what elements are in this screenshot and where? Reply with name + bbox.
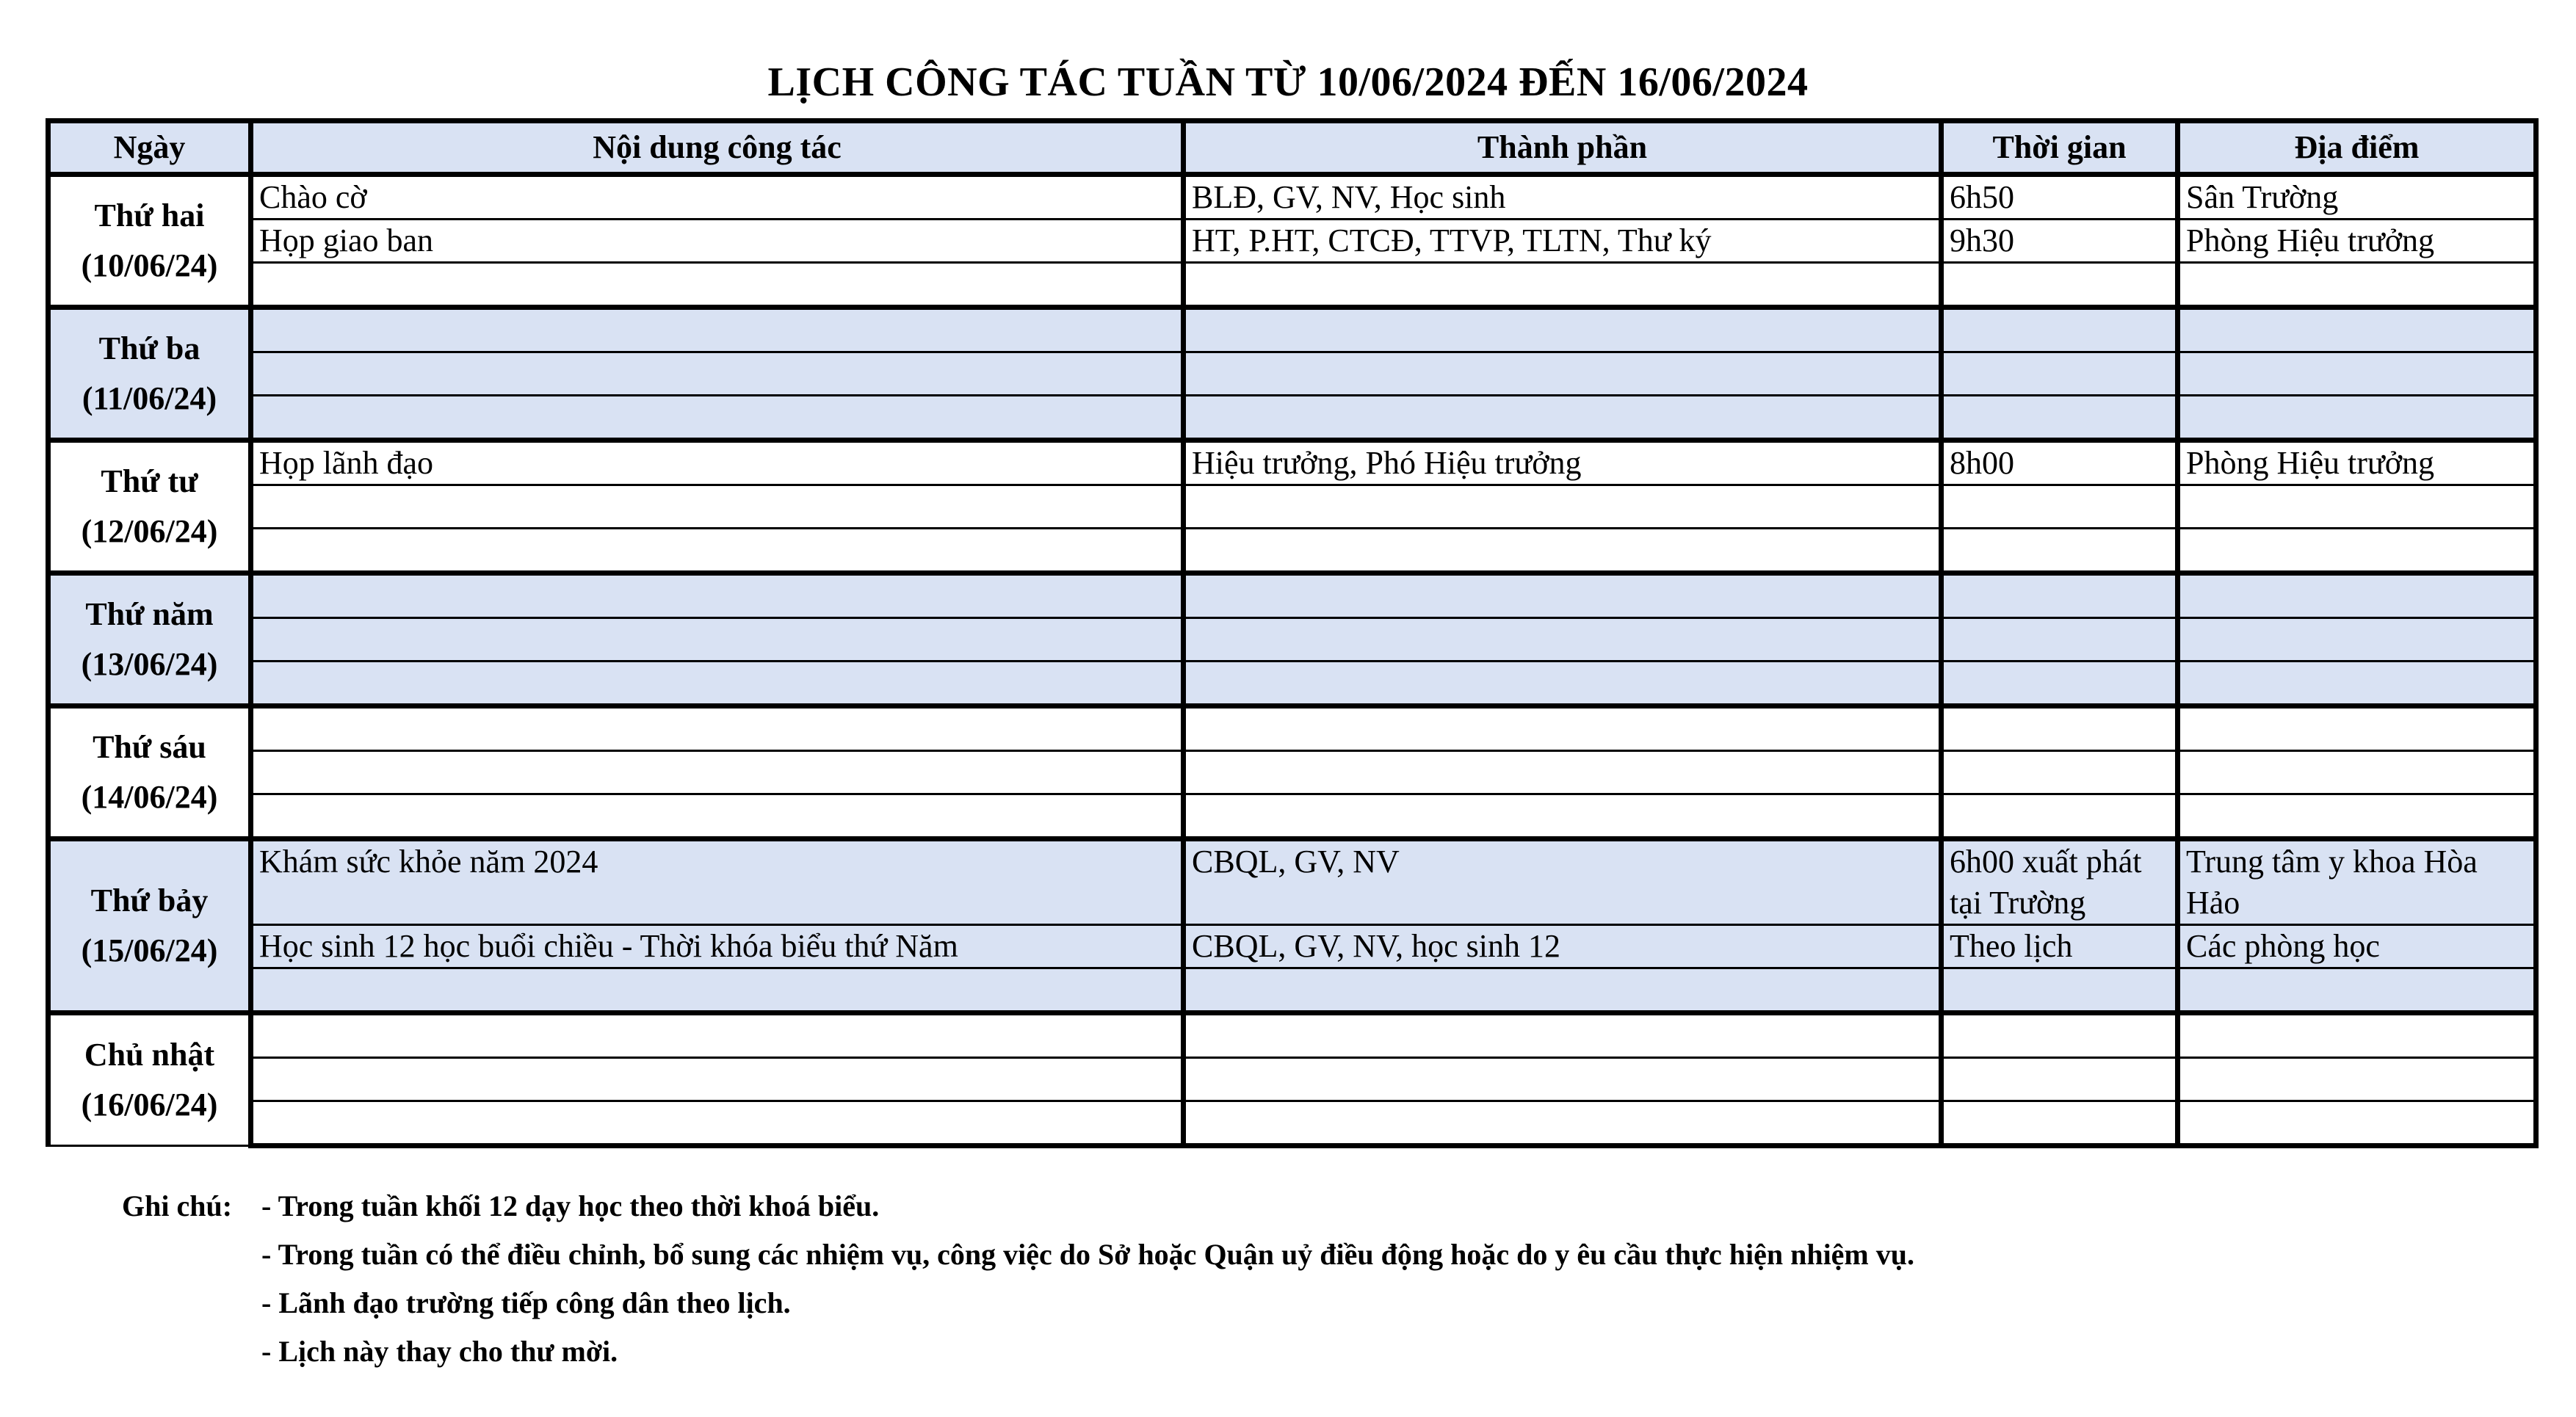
day-cell bbox=[48, 175, 251, 308]
cell-participants bbox=[1184, 529, 1942, 573]
cell-time bbox=[1942, 751, 2178, 794]
cell-content bbox=[251, 308, 1184, 352]
cell-time bbox=[1942, 618, 2178, 662]
cell-time bbox=[1942, 485, 2178, 529]
table-row bbox=[48, 618, 2536, 662]
cell-participants: BLĐ, GV, NV, Học sinh bbox=[1184, 175, 1942, 220]
cell-location bbox=[2178, 618, 2536, 662]
day-cell bbox=[48, 706, 251, 839]
cell-participants bbox=[1184, 618, 1942, 662]
table-row bbox=[48, 839, 2536, 925]
day-name: Thứ năm bbox=[85, 596, 214, 632]
cell-time: 8h00 bbox=[1942, 441, 2178, 485]
cell-participants bbox=[1184, 573, 1942, 618]
day-name: Thứ ba bbox=[98, 330, 200, 366]
day-date: (13/06/24) bbox=[81, 646, 218, 682]
cell-content bbox=[251, 529, 1184, 573]
cell-location bbox=[2178, 706, 2536, 751]
cell-location: Phòng Hiệu trưởng bbox=[2178, 441, 2536, 485]
cell-participants bbox=[1184, 1101, 1942, 1146]
cell-content bbox=[251, 662, 1184, 706]
table-row bbox=[48, 573, 2536, 618]
header-participants: Thành phần bbox=[1184, 121, 1942, 175]
table-row bbox=[48, 175, 2536, 220]
table-row bbox=[48, 529, 2536, 573]
cell-time bbox=[1942, 529, 2178, 573]
cell-time bbox=[1942, 352, 2178, 396]
table-row bbox=[48, 441, 2536, 485]
day-name: Thứ hai bbox=[94, 197, 205, 233]
table-row bbox=[48, 751, 2536, 794]
table-row bbox=[48, 925, 2536, 968]
table-row bbox=[48, 706, 2536, 751]
cell-content: Chào cờ bbox=[251, 175, 1184, 220]
cell-content: Học sinh 12 học buổi chiều - Thời khóa biểu thứ Năm bbox=[251, 925, 1184, 968]
notes-list bbox=[261, 1182, 2464, 1376]
cell-time bbox=[1942, 706, 2178, 751]
schedule-table bbox=[46, 118, 2539, 1148]
cell-location bbox=[2178, 751, 2536, 794]
cell-time bbox=[1942, 573, 2178, 618]
cell-participants bbox=[1184, 1013, 1942, 1058]
cell-participants bbox=[1184, 794, 1942, 839]
cell-time bbox=[1942, 308, 2178, 352]
note-item: - Trong tuần có thể điều chỉnh, bổ sung các nhiệm vụ, công việc do Sở hoặc Quận uỷ điều động hoặc do y êu cầu thực hiện nhiệm vụ. bbox=[261, 1238, 1914, 1271]
cell-participants bbox=[1184, 1058, 1942, 1101]
cell-content bbox=[251, 1101, 1184, 1146]
cell-location bbox=[2178, 352, 2536, 396]
cell-time bbox=[1942, 1058, 2178, 1101]
day-cell bbox=[48, 441, 251, 573]
cell-participants bbox=[1184, 396, 1942, 441]
day-date: (15/06/24) bbox=[81, 932, 218, 968]
schedule-body bbox=[48, 175, 2536, 1146]
table-row bbox=[48, 396, 2536, 441]
header-row bbox=[48, 121, 2536, 175]
cell-participants bbox=[1184, 662, 1942, 706]
cell-location bbox=[2178, 1101, 2536, 1146]
cell-participants bbox=[1184, 485, 1942, 529]
cell-participants: CBQL, GV, NV, học sinh 12 bbox=[1184, 925, 1942, 968]
day-date: (12/06/24) bbox=[81, 513, 218, 549]
cell-participants bbox=[1184, 751, 1942, 794]
day-cell bbox=[48, 308, 251, 441]
cell-content bbox=[251, 1013, 1184, 1058]
cell-participants: CBQL, GV, NV bbox=[1184, 839, 1942, 925]
cell-content bbox=[251, 751, 1184, 794]
table-row bbox=[48, 1101, 2536, 1146]
cell-location: Phòng Hiệu trưởng bbox=[2178, 220, 2536, 263]
day-name: Thứ tư bbox=[101, 463, 198, 499]
table-row bbox=[48, 220, 2536, 263]
header-location: Địa điểm bbox=[2178, 121, 2536, 175]
day-name: Chủ nhật bbox=[84, 1037, 215, 1073]
cell-content bbox=[251, 396, 1184, 441]
cell-time bbox=[1942, 1101, 2178, 1146]
cell-location bbox=[2178, 968, 2536, 1013]
table-row bbox=[48, 1058, 2536, 1101]
table-row bbox=[48, 485, 2536, 529]
note-item: - Lịch này thay cho thư mời. bbox=[261, 1335, 618, 1368]
cell-location bbox=[2178, 1013, 2536, 1058]
cell-location: Sân Trường bbox=[2178, 175, 2536, 220]
cell-time: Theo lịch bbox=[1942, 925, 2178, 968]
cell-content bbox=[251, 794, 1184, 839]
header-content: Nội dung công tác bbox=[251, 121, 1184, 175]
cell-time: 6h50 bbox=[1942, 175, 2178, 220]
cell-content bbox=[251, 968, 1184, 1013]
cell-location: Trung tâm y khoa Hòa Hảo bbox=[2178, 839, 2536, 925]
cell-time bbox=[1942, 662, 2178, 706]
day-name: Thứ sáu bbox=[93, 729, 206, 765]
cell-participants bbox=[1184, 706, 1942, 751]
cell-time bbox=[1942, 968, 2178, 1013]
cell-time: 6h00 xuất phát tại Trường bbox=[1942, 839, 2178, 925]
day-cell bbox=[48, 1013, 251, 1146]
cell-location bbox=[2178, 573, 2536, 618]
cell-location bbox=[2178, 308, 2536, 352]
day-date: (16/06/24) bbox=[81, 1087, 218, 1123]
table-row bbox=[48, 794, 2536, 839]
cell-location bbox=[2178, 662, 2536, 706]
note-item: - Lãnh đạo trường tiếp công dân theo lịch. bbox=[261, 1286, 791, 1319]
day-cell bbox=[48, 573, 251, 706]
notes-label: Ghi chú: bbox=[122, 1189, 233, 1222]
cell-time bbox=[1942, 396, 2178, 441]
table-row bbox=[48, 352, 2536, 396]
cell-content bbox=[251, 1058, 1184, 1101]
header-day: Ngày bbox=[48, 121, 251, 175]
cell-content: Khám sức khỏe năm 2024 bbox=[251, 839, 1184, 925]
cell-content bbox=[251, 485, 1184, 529]
cell-content bbox=[251, 706, 1184, 751]
table-row bbox=[48, 263, 2536, 308]
cell-content: Họp lãnh đạo bbox=[251, 441, 1184, 485]
cell-time bbox=[1942, 794, 2178, 839]
cell-participants: Hiệu trưởng, Phó Hiệu trưởng bbox=[1184, 441, 1942, 485]
table-row bbox=[48, 662, 2536, 706]
cell-location bbox=[2178, 263, 2536, 308]
day-cell bbox=[48, 839, 251, 1013]
cell-content bbox=[251, 352, 1184, 396]
table-row bbox=[48, 968, 2536, 1013]
cell-content bbox=[251, 618, 1184, 662]
cell-content bbox=[251, 263, 1184, 308]
cell-content: Họp giao ban bbox=[251, 220, 1184, 263]
header-time: Thời gian bbox=[1942, 121, 2178, 175]
day-date: (10/06/24) bbox=[81, 247, 218, 283]
cell-time: 9h30 bbox=[1942, 220, 2178, 263]
day-name: Thứ bảy bbox=[90, 883, 209, 918]
cell-location bbox=[2178, 396, 2536, 441]
cell-time bbox=[1942, 263, 2178, 308]
cell-location bbox=[2178, 529, 2536, 573]
day-date: (14/06/24) bbox=[81, 779, 218, 815]
cell-participants bbox=[1184, 263, 1942, 308]
cell-participants: HT, P.HT, CTCĐ, TTVP, TLTN, Thư ký bbox=[1184, 220, 1942, 263]
note-item: - Trong tuần khối 12 dạy học theo thời khoá biểu. bbox=[261, 1189, 880, 1222]
cell-participants bbox=[1184, 968, 1942, 1013]
day-date: (11/06/24) bbox=[82, 380, 217, 416]
table-row bbox=[48, 308, 2536, 352]
cell-location bbox=[2178, 794, 2536, 839]
cell-location bbox=[2178, 1058, 2536, 1101]
page-title: LỊCH CÔNG TÁC TUẦN TỪ 10/06/2024 ĐẾN 16/06/2024 bbox=[767, 59, 1809, 105]
cell-time bbox=[1942, 1013, 2178, 1058]
cell-content bbox=[251, 573, 1184, 618]
cell-location: Các phòng học bbox=[2178, 925, 2536, 968]
cell-participants bbox=[1184, 308, 1942, 352]
table-row bbox=[48, 1013, 2536, 1058]
cell-participants bbox=[1184, 352, 1942, 396]
cell-location bbox=[2178, 485, 2536, 529]
